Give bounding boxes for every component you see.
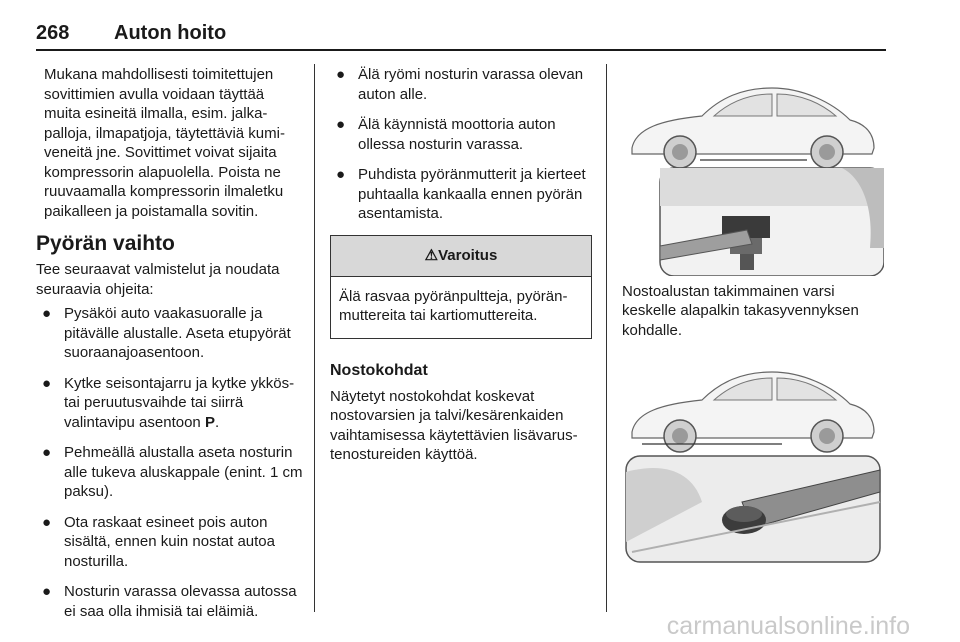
section-heading: Pyörän vaihto (36, 232, 175, 255)
column-divider (606, 64, 607, 612)
figure-caption: Nostoalustan takimmainen varsi keskelle alapalkin takasyvennyksen kohdalle. (622, 282, 859, 339)
car-lift-point-illustration (622, 68, 884, 282)
car-side-icon (632, 372, 874, 452)
column-middle (330, 65, 592, 465)
list-item: ● Pysäköi auto vaakasuoralle ja pitävälle alustalle. Aseta etupyörät suoraanajoasentoon. (42, 305, 291, 361)
list-item: ● Nosturin varassa olevassa autossa ei saa olla ihmisiä tai eläimiä. (42, 583, 297, 620)
lead-paragraph: Tee seuraavat valmistelut ja noudata seuraavia ohjeita: (36, 261, 280, 298)
page-header (36, 22, 226, 45)
list-item: ● Ota raskaat esineet pois auton sisältä, ennen kuin nostat autoa nosturilla. (42, 513, 275, 570)
list-item: ● Älä ryömi nosturin varassa olevan auton alle. (336, 66, 584, 103)
intro-paragraph: Mukana mahdollisesti toimitettujen sovittimien avulla voidaan täyttää muita esineitä ilmalla, esim. jalkapalloja, ilmapatjoja, täytettäviä kumiveneitä jne. Sovittimet voivat sijaita kompressorin alapuolella. Poista ne ruuvaamalla kompressorin ilmaletku paikalleen ja poistamalla sovitin. (44, 66, 285, 220)
warning-text: Älä rasvaa pyöränpultteja, pyöränmuttereita tai kartiomuttereita. (339, 287, 568, 324)
instruction-list (36, 304, 304, 621)
chapter-title: Auton hoito (114, 22, 227, 44)
list-item: ● Pehmeällä alustalla aseta nosturin alle tukeva aluskappale (enint. 1 cm paksu). (42, 444, 303, 500)
header-rule (36, 49, 886, 51)
list-item: ● Kytke seisontajarru ja kytke ykkös- tai peruutusvaihde tai siirrä valintavipu asentoon P. (42, 374, 295, 431)
column-right (622, 68, 884, 570)
page-number: 268 (36, 22, 70, 44)
list-item: ● Älä käynnistä moottoria auton ollessa nosturin varassa. (336, 116, 556, 153)
detail-magnifier-icon (626, 456, 880, 562)
column-divider (314, 64, 315, 612)
detail-magnifier-icon (660, 168, 884, 276)
list-item: ● Puhdista pyöränmutterit ja kierteet puhtaalla kankaalla ennen pyörän asentamista. (336, 166, 586, 222)
warning-header (331, 236, 591, 277)
column-left (36, 65, 304, 632)
car-side-icon (632, 88, 874, 168)
warning-title: Varoitus (438, 246, 498, 264)
body-paragraph: Näytetyt nostokohdat koskevat nostovarsien ja talvi/kesärenkaiden vaihtamisessa käytettävien lisävarustenostureiden käyttöä. (330, 387, 578, 463)
warning-box (330, 235, 592, 339)
subsection-heading: Nostokohdat (330, 361, 428, 379)
gear-letter: P (204, 413, 215, 431)
lift-arm-illustration (622, 352, 884, 570)
warning-triangle-icon: ⚠ (424, 246, 439, 264)
caution-list (330, 65, 592, 224)
watermark: carmanualsonline.info (666, 612, 910, 640)
